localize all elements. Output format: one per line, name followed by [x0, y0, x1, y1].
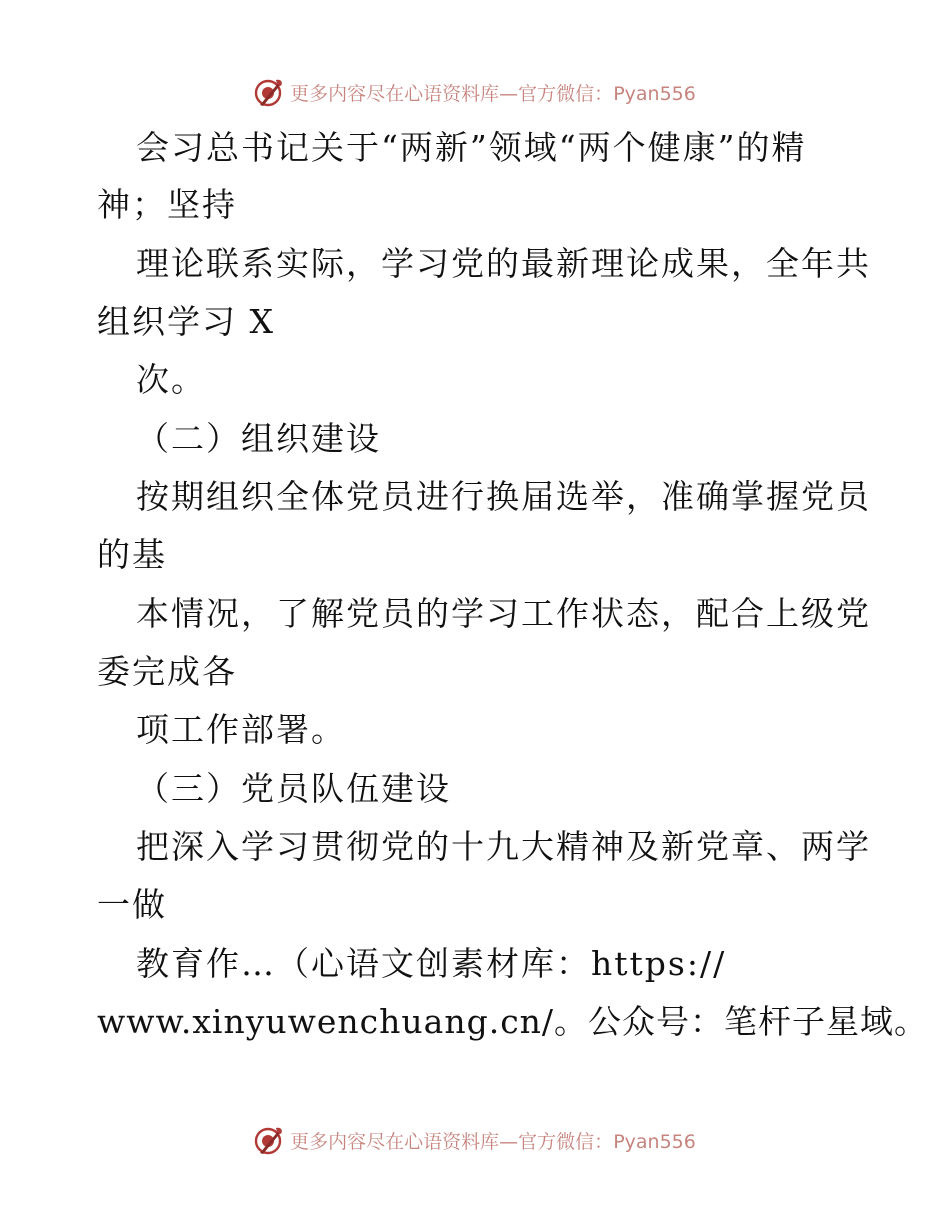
body-line: 理论联系实际，学习党的最新理论成果，全年共 — [136, 244, 871, 283]
body-line: 神；坚持 — [97, 185, 237, 224]
body-line: 按期组织全体党员进行换届选举，准确掌握党员 — [136, 477, 871, 516]
quill-logo-icon — [254, 1125, 284, 1155]
body-line: 把深入学习贯彻党的十九大精神及新党章、两学 — [136, 827, 871, 866]
header-banner-title: 更多内容尽在心语资料库 — [290, 82, 500, 105]
header-banner-wechat-id: Pyan556 — [613, 82, 696, 105]
footer-banner — [0, 1120, 950, 1160]
header-banner-wechat-label: 官方微信： — [518, 82, 614, 105]
body-line: 会习总书记关于“两新”领域“两个健康”的精 — [136, 128, 807, 167]
body-line: 组织学习 X — [97, 302, 275, 341]
footer-banner-wechat-id: Pyan556 — [613, 1130, 696, 1153]
body-line: 教育作…（心语文创素材库：https:// — [136, 944, 727, 983]
body-line: www.xinyuwenchuang.cn/。公众号：笔杆子星域。 — [97, 1002, 929, 1041]
body-line: 委完成各 — [97, 652, 237, 691]
body-line: 一做 — [97, 885, 167, 924]
body-line: 项工作部署。 — [136, 710, 346, 749]
section-heading: （二）组织建设 — [136, 419, 381, 458]
header-banner-separator: — — [499, 82, 519, 105]
footer-banner-title: 更多内容尽在心语资料库 — [290, 1130, 500, 1153]
body-line: 次。 — [136, 360, 206, 399]
footer-banner-wechat-label: 官方微信： — [518, 1130, 614, 1153]
section-heading: （三）党员队伍建设 — [136, 769, 451, 808]
body-line: 本情况，了解党员的学习工作状态，配合上级党 — [136, 594, 871, 633]
body-line: 的基 — [97, 535, 167, 574]
footer-banner-separator: — — [499, 1130, 519, 1153]
footer-banner-text — [290, 1127, 696, 1154]
